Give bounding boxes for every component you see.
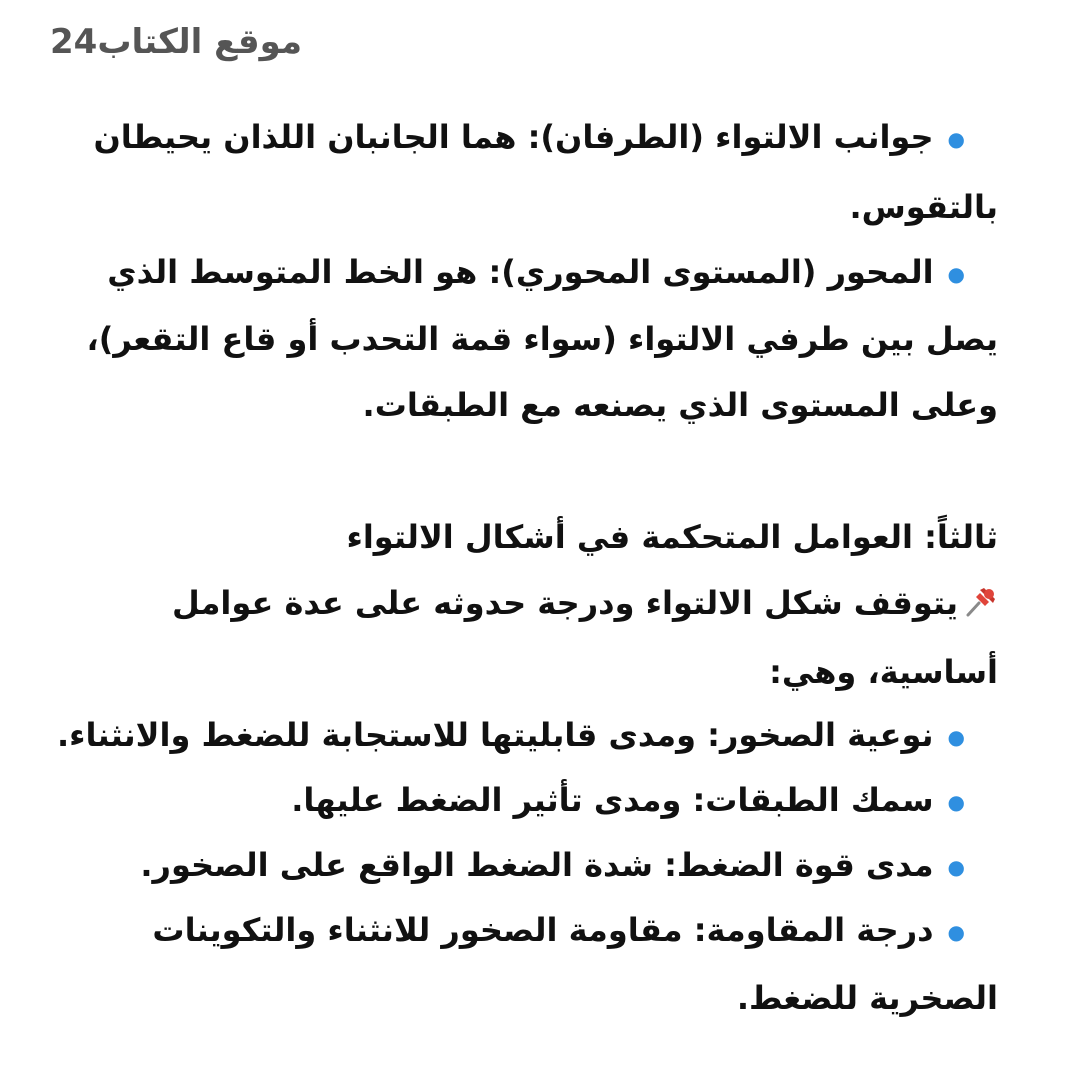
list-item-rock-type <box>57 715 965 757</box>
text-line <box>87 319 998 359</box>
bullet-icon: ● <box>947 127 965 151</box>
text-line <box>737 978 998 1018</box>
text-line <box>769 652 998 692</box>
line-text: الصخرية للضغط. <box>736 979 998 1017</box>
line-text: بالتقوس. <box>849 188 998 226</box>
bullet-icon: ● <box>947 262 965 286</box>
bullet-icon: ● <box>947 790 965 814</box>
bullet-icon: ● <box>947 855 965 879</box>
line-text: نوعية الصخور: ومدى قابليتها للاستجابة للضغط والانثناء. <box>56 716 934 754</box>
note-line <box>172 583 998 623</box>
bullet-icon: ● <box>947 725 965 749</box>
line-text: جوانب الالتواء (الطرفان): هما الجانبان اللذان يحيطان <box>93 118 934 156</box>
list-item-fold-limbs <box>93 117 965 159</box>
text-line <box>849 187 998 227</box>
line-text: يصل بين طرفي الالتواء (سواء قمة التحدب أو قاع التقعر)، <box>86 320 998 358</box>
line-text: وعلى المستوى الذي يصنعه مع الطبقات. <box>362 386 998 424</box>
line-text: مدى قوة الضغط: شدة الضغط الواقع على الصخور. <box>140 846 934 884</box>
heading-text: ثالثاً: العوامل المتحكمة في أشكال الالتواء <box>346 518 998 556</box>
line-text: سمك الطبقات: ومدى تأثير الضغط عليها. <box>291 781 934 819</box>
list-item-pressure-strength <box>140 845 965 887</box>
list-item-layer-thickness <box>291 780 965 822</box>
list-item-fold-axis <box>107 252 965 294</box>
line-text: أساسية، وهي: <box>769 653 998 691</box>
section-heading <box>346 517 998 557</box>
text-line <box>363 385 998 425</box>
bullet-icon: ● <box>947 920 965 944</box>
list-item-resistance <box>152 910 965 952</box>
line-text: المحور (المستوى المحوري): هو الخط المتوسط الذي <box>107 253 934 291</box>
note-text: يتوقف شكل الالتواء ودرجة حدوثه على عدة عوامل <box>172 584 958 622</box>
pushpin-icon <box>962 584 998 620</box>
line-text: درجة المقاومة: مقاومة الصخور للانثناء والتكوينات <box>152 911 934 949</box>
site-watermark: موقع الكتاب24 <box>50 22 303 62</box>
